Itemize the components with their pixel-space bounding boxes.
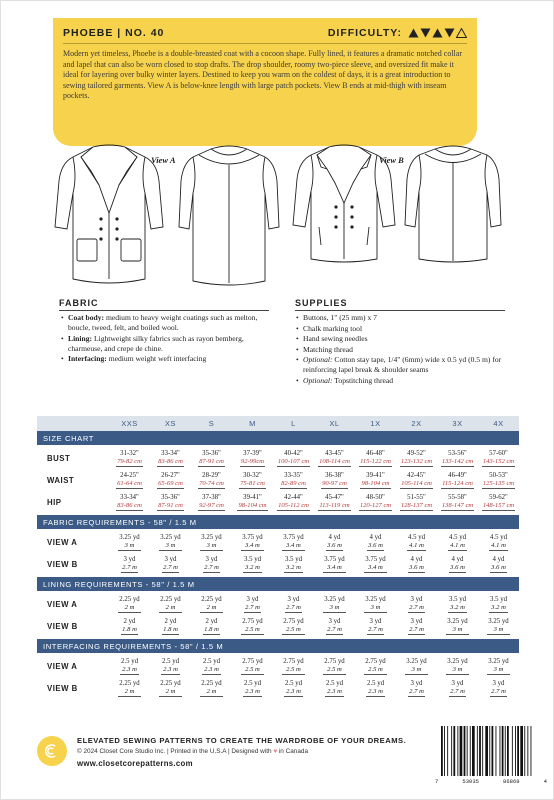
- table-cell: 3.75 yd 3.4 m: [324, 555, 345, 571]
- table-cell: 3 yd 2.7 m: [163, 555, 178, 571]
- table-row: [37, 553, 519, 575]
- pattern-name: PHOEBE | NO. 40: [63, 27, 165, 39]
- table-cell: 3.25 yd 3 m: [119, 533, 140, 549]
- table-row: [37, 447, 519, 469]
- table-cell: 3.5 yd 3.2 m: [285, 555, 302, 571]
- table-cell: 24-25" 61-64 cm: [117, 471, 142, 487]
- fabric-item: • Lining: Lightweight silky fabrics such as rayon bemberg, charmeuse, and crepe de chine.: [61, 334, 273, 354]
- section-header: INTERFACING REQUIREMENTS - 58" / 1.5 M: [37, 639, 519, 653]
- table-cell: 33-34" 83-86 cm: [117, 493, 142, 509]
- barcode-bar: [482, 726, 483, 776]
- table-cell: 2.5 yd 2.3 m: [162, 657, 179, 673]
- size-column-header: XL: [329, 419, 340, 428]
- difficulty-empty-icon: [456, 28, 467, 38]
- table-cell: 3.75 yd 3.4 m: [365, 555, 386, 571]
- table-cell: 3.5 yd 3.2 m: [449, 595, 466, 611]
- section-header: FABRIC REQUIREMENTS - 58" / 1.5 M: [37, 515, 519, 529]
- table-cell: 3.25 yd 3 m: [488, 657, 509, 673]
- table-cell: 4 yd 3.6 m: [450, 555, 465, 571]
- difficulty-filled-icon: [420, 28, 431, 38]
- fabric-item: • Interfacing: medium weight weft interfacing: [61, 354, 273, 364]
- table-cell: 51-55" 128-137 cm: [400, 493, 433, 509]
- barcode-bar: [467, 726, 468, 776]
- table-row: [37, 615, 519, 637]
- table-cell: 35-36" 87-91 cm: [158, 493, 183, 509]
- table-cell: 42-44" 105-112 cm: [278, 493, 309, 509]
- table-cell: 36-38" 90-97 cm: [322, 471, 347, 487]
- table-cell: 3 yd 2.7 m: [409, 617, 424, 633]
- table-cell: 46-48" 115-122 cm: [360, 449, 391, 465]
- barcode-bar: [457, 726, 458, 776]
- closet-core-logo: [37, 736, 67, 766]
- view-a-front-drawing: [53, 141, 165, 289]
- difficulty-filled-icon: [432, 28, 443, 38]
- barcode-bar: [447, 726, 448, 776]
- table-cell: 2.75 yd 2.5 m: [283, 657, 304, 673]
- table-cell: 2.75 yd 2.5 m: [365, 657, 386, 673]
- difficulty-label: DIFFICULTY:: [327, 27, 402, 39]
- table-cell: 2.5 yd 2.3 m: [244, 679, 261, 695]
- barcode-bar: [451, 726, 452, 776]
- table-row: [37, 491, 519, 513]
- barcode-bar: [453, 726, 455, 776]
- view-b-back-drawing: [403, 141, 503, 267]
- technical-illustrations: [53, 141, 503, 291]
- table-cell: 3 yd 2.7 m: [409, 679, 424, 695]
- barcode-bar: [444, 726, 445, 776]
- supplies-item: • Matching thread: [296, 345, 508, 355]
- table-cell: 3 yd 2.7 m: [368, 617, 383, 633]
- row-label: VIEW B: [47, 621, 78, 631]
- view-b-front-drawing: [291, 141, 397, 267]
- table-cell: 3 yd 2.7 m: [286, 595, 301, 611]
- table-cell: 3.75 yd 3.4 m: [283, 533, 304, 549]
- row-label: HIP: [47, 497, 62, 507]
- view-b-label: View B: [379, 155, 404, 165]
- table-cell: 30-32" 75-81 cm: [240, 471, 265, 487]
- barcode-bar: [460, 726, 463, 776]
- logo-mark-icon: [42, 741, 62, 761]
- table-cell: 2.25 yd 2 m: [201, 595, 222, 611]
- table-cell: 26-27" 65-69 cm: [158, 471, 183, 487]
- table-cell: 3.75 yd 3.4 m: [242, 533, 263, 549]
- table-cell: 3 yd 2.7 m: [327, 617, 342, 633]
- supplies-item: • Hand sewing needles: [296, 334, 508, 344]
- table-cell: 2.25 yd 2 m: [201, 679, 222, 695]
- table-cell: 57-60" 143-152 cm: [482, 449, 515, 465]
- table-cell: 39-41" 98-104 cm: [238, 493, 267, 509]
- footer-tagline: ELEVATED SEWING PATTERNS TO CREATE THE WARDROBE OF YOUR DREAMS.: [77, 736, 407, 745]
- table-cell: 3.25 yd 3 m: [365, 595, 386, 611]
- barcode: [439, 726, 549, 778]
- table-row: [37, 531, 519, 553]
- header-panel: [53, 18, 477, 146]
- difficulty-icons: [408, 28, 467, 38]
- table-row: [37, 655, 519, 677]
- row-label: VIEW A: [47, 537, 78, 547]
- barcode-bar: [464, 726, 466, 776]
- size-column-header: XXS: [121, 419, 138, 428]
- row-label: BUST: [47, 453, 71, 463]
- table-cell: 3.5 yd 3.2 m: [490, 595, 507, 611]
- table-cell: 4 yd 3.6 m: [368, 533, 383, 549]
- table-cell: 4.5 yd 4.1 m: [408, 533, 425, 549]
- table-cell: 39-41" 98-104 cm: [361, 471, 390, 487]
- table-cell: 2.5 yd 2.3 m: [203, 657, 220, 673]
- section-header: LINING REQUIREMENTS - 58" / 1.5 M: [37, 577, 519, 591]
- table-cell: 49-52" 123-132 cm: [400, 449, 433, 465]
- barcode-bar: [524, 726, 525, 776]
- table-cell: 2.25 yd 2 m: [119, 595, 140, 611]
- row-label: VIEW B: [47, 683, 78, 693]
- pattern-description: Modern yet timeless, Phoebe is a double-breasted coat with a cocoon shape. Fully lined, it features a dramatic notched collar and lapel that can also be worn closed to stop drafts. The drop shoulder, roomy two-piece sleeve, and oversized fit make it ideal for layering over bulky winter layers. Destined to keep you warm on the coldest of days, it is a great introduction to sewing tailored garments. View A is below-knee length with large patch pockets. View B ends at mid-thigh with inseam pockets.: [63, 49, 462, 100]
- barcode-bar: [502, 726, 504, 776]
- table-cell: 2.25 yd 2 m: [160, 595, 181, 611]
- table-cell: 4.5 yd 4.1 m: [449, 533, 466, 549]
- row-label: VIEW A: [47, 599, 78, 609]
- barcode-bar: [520, 726, 523, 776]
- table-cell: 2.5 yd 2.3 m: [285, 679, 302, 695]
- table-row: [37, 469, 519, 491]
- table-cell: 4 yd 3.6 m: [409, 555, 424, 571]
- size-column-header: 4X: [493, 419, 504, 428]
- supplies-item: • Buttons, 1" (25 mm) x 7: [296, 313, 508, 323]
- table-cell: 4.5 yd 4.1 m: [490, 533, 507, 549]
- header-title-bar: [63, 26, 467, 44]
- table-cell: 2.75 yd 2.5 m: [283, 617, 304, 633]
- footer-copyright: © 2024 Closet Core Studio Inc. | Printed in the U.S.A | Designed with ♥ in Canada: [77, 748, 309, 755]
- table-cell: 3.25 yd 3 m: [488, 617, 509, 633]
- table-cell: 50-53" 125-135 cm: [482, 471, 515, 487]
- barcode-bar: [470, 726, 471, 776]
- footer: [37, 734, 547, 785]
- barcode-bar: [472, 726, 475, 776]
- table-cell: 3.25 yd 3 m: [406, 657, 427, 673]
- table-cell: 2.75 yd 2.5 m: [242, 657, 263, 673]
- barcode-bar: [500, 726, 501, 776]
- barcode-digit-group: 86869: [503, 778, 520, 785]
- table-cell: 31-32" 79-82 cm: [117, 449, 142, 465]
- size-requirements-table: [37, 416, 519, 701]
- table-cell: 2.5 yd 2.3 m: [121, 657, 138, 673]
- table-cell: 43-45" 108-114 cm: [319, 449, 350, 465]
- barcode-bar: [505, 726, 506, 776]
- barcode-bar: [517, 726, 519, 776]
- difficulty-filled-icon: [444, 28, 455, 38]
- size-header-row: [37, 416, 519, 431]
- table-cell: 2.5 yd 2.3 m: [326, 679, 343, 695]
- row-label: VIEW B: [47, 559, 78, 569]
- fabric-list: [61, 313, 273, 365]
- barcode-bar: [492, 726, 494, 776]
- barcode-digit-group: 53035: [462, 778, 479, 785]
- table-cell: 2 yd 1.8 m: [163, 617, 178, 633]
- table-cell: 2.75 yd 2.5 m: [242, 617, 263, 633]
- barcode-bar: [512, 726, 513, 776]
- table-row: [37, 677, 519, 699]
- table-cell: 3 yd 2.7 m: [245, 595, 260, 611]
- table-cell: 3 yd 2.7 m: [122, 555, 137, 571]
- barcode-bar: [515, 726, 516, 776]
- table-cell: 42-45" 105-114 cm: [401, 471, 432, 487]
- table-cell: 2.75 yd 2.5 m: [324, 657, 345, 673]
- table-cell: 3.5 yd 3.2 m: [244, 555, 261, 571]
- table-cell: 46-49" 115-124 cm: [442, 471, 473, 487]
- size-column-header: M: [249, 419, 256, 428]
- table-cell: 55-58" 138-147 cm: [441, 493, 474, 509]
- barcode-bar: [485, 726, 488, 776]
- supplies-item: • Optional: Cotton stay tape, 1/4" (6mm) wide x 0.5 yd (0.5 m) for reinforcing lapel break & shoulder seams: [296, 355, 508, 375]
- size-column-header: L: [291, 419, 296, 428]
- table-cell: 2.25 yd 2 m: [119, 679, 140, 695]
- table-cell: 3 yd 2.7 m: [409, 595, 424, 611]
- view-a-label: View A: [151, 155, 176, 165]
- barcode-digit-group: 7: [435, 778, 439, 785]
- table-cell: 2 yd 1.8 m: [204, 617, 219, 633]
- table-cell: 3 yd 2.7 m: [491, 679, 506, 695]
- table-cell: 28-29" 70-74 cm: [199, 471, 224, 487]
- table-cell: 2.25 yd 2 m: [160, 679, 181, 695]
- heart-icon: ♥: [273, 748, 278, 755]
- barcode-bar: [479, 726, 481, 776]
- difficulty-rating: [328, 27, 467, 39]
- footer-website-link[interactable]: www.closetcorepatterns.com: [77, 759, 193, 768]
- barcode-bar: [531, 726, 532, 776]
- table-row: [37, 593, 519, 615]
- supplies-item: • Chalk marking tool: [296, 324, 508, 334]
- table-cell: 40-42" 100-107 cm: [277, 449, 310, 465]
- barcode-bar: [489, 726, 490, 776]
- size-column-header: XS: [164, 419, 176, 428]
- table-cell: 4 yd 3.6 m: [491, 555, 506, 571]
- table-cell: 3.25 yd 3 m: [447, 617, 468, 633]
- table-cell: 4 yd 3.6 m: [327, 533, 342, 549]
- table-cell: 48-50" 120-127 cm: [359, 493, 392, 509]
- fabric-item: • Coat body: medium to heavy weight coatings such as melton, boucle, tweed, felt, and boiled wool.: [61, 313, 273, 333]
- barcode-bar: [527, 726, 528, 776]
- table-cell: 35-36" 87-91 cm: [199, 449, 224, 465]
- barcode-bar: [496, 726, 497, 776]
- table-cell: 3.25 yd 3 m: [201, 533, 222, 549]
- table-cell: 45-47" 113-119 cm: [319, 493, 350, 509]
- table-cell: 2 yd 1.8 m: [122, 617, 137, 633]
- table-cell: 33-35" 82-89 cm: [281, 471, 306, 487]
- table-cell: 59-62" 148-157 cm: [482, 493, 515, 509]
- difficulty-filled-icon: [408, 28, 419, 38]
- supplies-heading: SUPPLIES: [295, 298, 505, 311]
- table-cell: 2.5 yd 2.3 m: [367, 679, 384, 695]
- barcode-bar: [441, 726, 443, 776]
- size-column-header: 2X: [411, 419, 422, 428]
- table-cell: 3.25 yd 3 m: [160, 533, 181, 549]
- table-cell: 3.25 yd 3 m: [447, 657, 468, 673]
- barcode-digits: [435, 778, 547, 785]
- table-cell: 53-56" 133-142 cm: [441, 449, 474, 465]
- fabric-heading: FABRIC: [59, 298, 269, 311]
- barcode-bar: [507, 726, 509, 776]
- row-label: WAIST: [47, 475, 75, 485]
- barcode-digit-group: 4: [543, 778, 547, 785]
- table-cell: 3 yd 2.7 m: [450, 679, 465, 695]
- size-column-header: S: [208, 419, 215, 428]
- view-a-back-drawing: [177, 141, 281, 289]
- supplies-list: [296, 313, 508, 386]
- size-column-header: 3X: [452, 419, 463, 428]
- supplies-item: • Optional: Topstitching thread: [296, 376, 508, 386]
- barcode-bar: [477, 726, 478, 776]
- size-column-header: 1X: [370, 419, 381, 428]
- table-cell: 37-38" 92-97 cm: [199, 493, 224, 509]
- table-cell: 37-39" 92-99cm: [240, 449, 265, 465]
- table-cell: 3.25 yd 3 m: [324, 595, 345, 611]
- section-header: SIZE CHART: [37, 431, 519, 445]
- table-cell: 3 yd 2.7 m: [204, 555, 219, 571]
- table-cell: 33-34" 83-86 cm: [158, 449, 183, 465]
- row-label: VIEW A: [47, 661, 78, 671]
